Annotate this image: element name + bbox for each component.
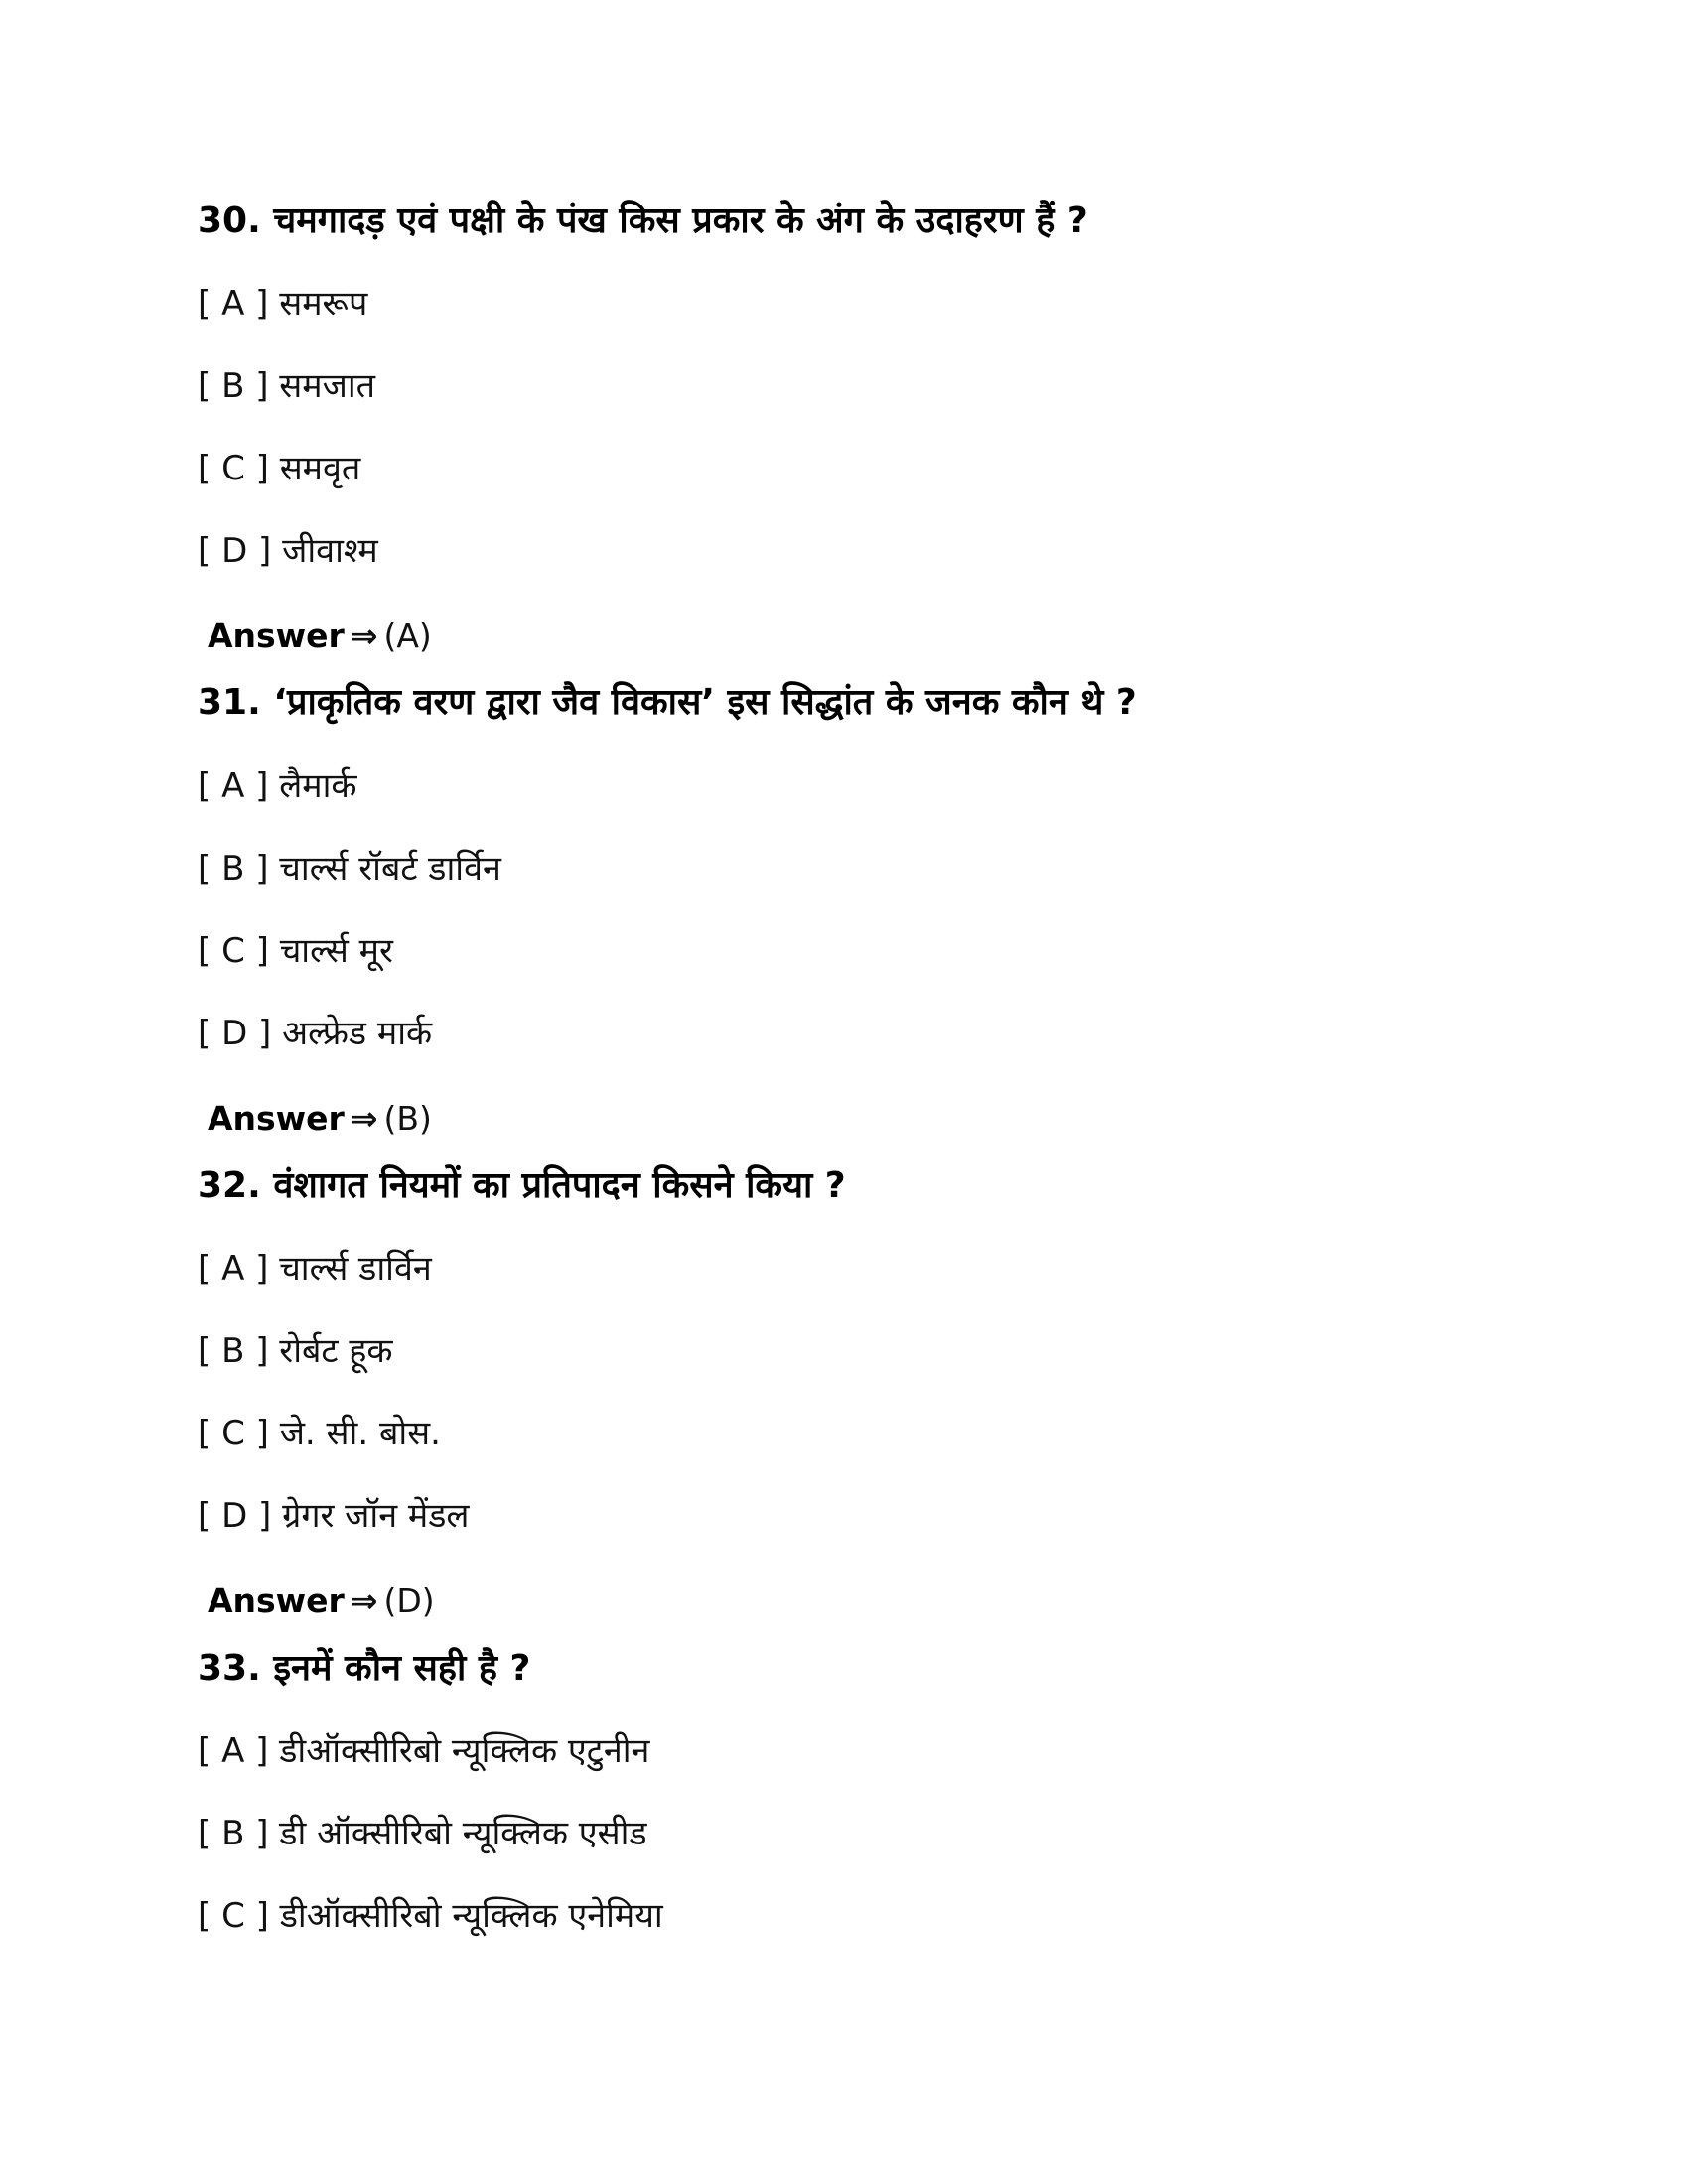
option-text: ग्रेगर जॉन मेंडल xyxy=(282,1496,470,1536)
option-label: [ B ] xyxy=(198,366,269,406)
question-number: 32. xyxy=(198,1165,261,1206)
option-30-d xyxy=(198,531,378,571)
question-number: 33. xyxy=(198,1648,261,1689)
option-31-d xyxy=(198,1014,433,1053)
answer-label: Answer xyxy=(208,1581,345,1620)
option-label: [ A ] xyxy=(198,284,269,324)
right-double-arrow-icon: ⇒ xyxy=(350,1099,378,1138)
right-double-arrow-icon: ⇒ xyxy=(350,1581,378,1620)
question-text: इनमें कौन सही है ? xyxy=(273,1648,531,1689)
option-label: [ C ] xyxy=(198,1414,269,1453)
answer-30 xyxy=(208,616,432,655)
option-label: [ A ] xyxy=(198,1731,269,1771)
option-label: [ A ] xyxy=(198,766,269,806)
question-32 xyxy=(198,1165,846,1206)
answer-value: (B) xyxy=(383,1099,432,1138)
question-text: वंशागत नियमों का प्रतिपादन किसने किया ? xyxy=(273,1165,846,1206)
option-32-c xyxy=(198,1414,441,1453)
question-number: 31. xyxy=(198,682,261,723)
option-text: रोर्बट हूक xyxy=(279,1331,393,1371)
option-text: चार्ल्स मूर xyxy=(279,931,393,971)
question-text: चमगादड़ एवं पक्षी के पंख किस प्रकार के अंग के उदाहरण हैं ? xyxy=(273,201,1088,241)
option-text: समवृत xyxy=(279,449,361,488)
option-label: [ B ] xyxy=(198,1331,269,1371)
answer-31 xyxy=(208,1099,432,1138)
question-33 xyxy=(198,1648,531,1689)
option-text: समजात xyxy=(279,366,376,406)
option-30-a xyxy=(198,284,368,324)
option-label: [ C ] xyxy=(198,931,269,971)
option-text: लैमार्क xyxy=(279,766,357,806)
question-number: 30. xyxy=(198,201,261,241)
option-text: चार्ल्स रॉबर्ट डार्विन xyxy=(279,849,501,888)
option-33-c xyxy=(198,1896,663,1936)
option-text: डीऑक्सीरिबो न्यूक्लिक एनेमिया xyxy=(279,1896,663,1936)
option-label: [ D ] xyxy=(198,1496,272,1536)
option-33-b xyxy=(198,1814,647,1853)
option-text: डीऑक्सीरिबो न्यूक्लिक एटुनीन xyxy=(279,1731,650,1771)
answer-value: (D) xyxy=(383,1581,435,1620)
option-label: [ B ] xyxy=(198,849,269,888)
answer-32 xyxy=(208,1581,435,1620)
question-text: ‘प्राकृतिक वरण द्वारा जैव विकास’ इस सिद्धांत के जनक कौन थे ? xyxy=(273,682,1137,723)
option-text: जीवाश्म xyxy=(282,531,378,571)
option-text: समरूप xyxy=(279,284,368,324)
option-label: [ C ] xyxy=(198,1896,269,1936)
option-label: [ D ] xyxy=(198,1014,272,1053)
answer-label: Answer xyxy=(208,1099,345,1138)
option-30-c xyxy=(198,449,361,488)
question-30 xyxy=(198,201,1088,241)
option-text: डी ऑक्सीरिबो न्यूक्लिक एसीड xyxy=(279,1814,647,1853)
option-33-a xyxy=(198,1731,650,1771)
option-text: अल्फ्रेड मार्क xyxy=(282,1014,433,1053)
option-label: [ C ] xyxy=(198,449,269,488)
question-31 xyxy=(198,682,1137,723)
answer-label: Answer xyxy=(208,616,345,655)
option-32-a xyxy=(198,1249,432,1289)
option-31-c xyxy=(198,931,393,971)
option-31-a xyxy=(198,766,357,806)
option-label: [ A ] xyxy=(198,1249,269,1289)
answer-value: (A) xyxy=(383,616,432,655)
option-31-b xyxy=(198,849,501,888)
option-label: [ D ] xyxy=(198,531,272,571)
option-label: [ B ] xyxy=(198,1814,269,1853)
option-text: चार्ल्स डार्विन xyxy=(279,1249,432,1289)
option-text: जे. सी. बोस. xyxy=(279,1414,441,1453)
right-double-arrow-icon: ⇒ xyxy=(350,616,378,655)
option-30-b xyxy=(198,366,376,406)
option-32-b xyxy=(198,1331,393,1371)
option-32-d xyxy=(198,1496,470,1536)
